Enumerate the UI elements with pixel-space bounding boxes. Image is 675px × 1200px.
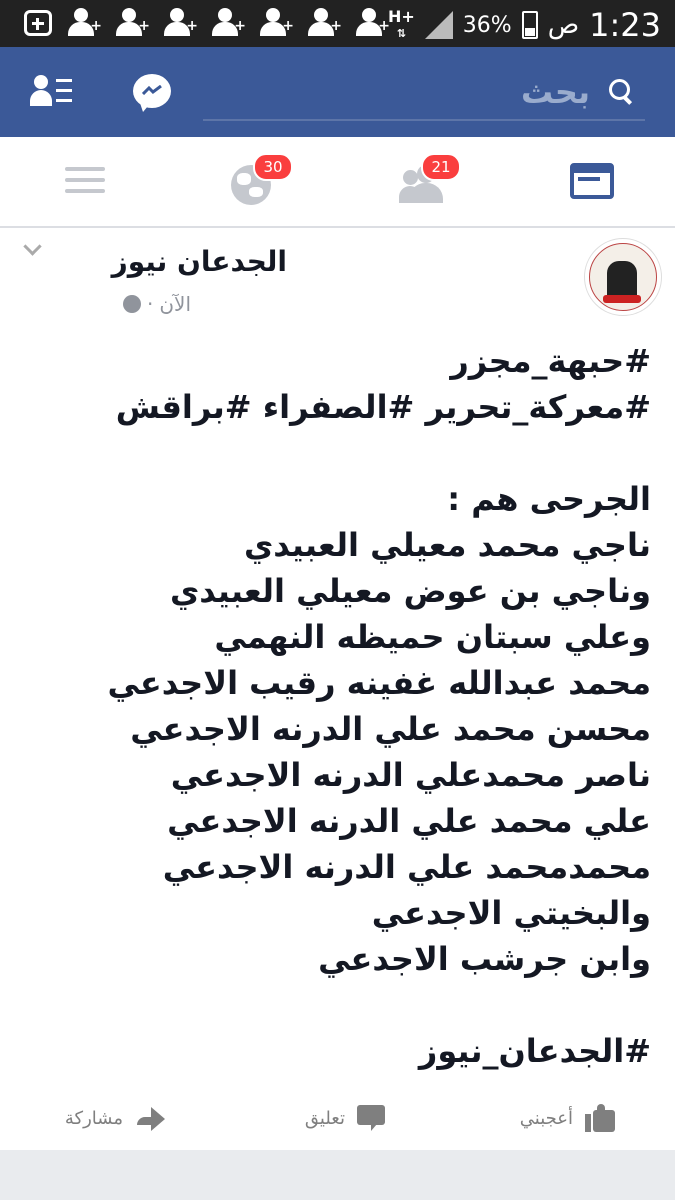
status-bar bbox=[0, 0, 675, 47]
post-text-line: علي محمد علي الدرنه الاجدعي bbox=[167, 802, 651, 840]
friends-list-icon[interactable] bbox=[30, 75, 74, 109]
globe-icon bbox=[123, 295, 141, 313]
comment-label: تعليق bbox=[304, 1107, 345, 1129]
notifications-badge: 30 bbox=[253, 153, 293, 181]
battery-percent: 36% bbox=[462, 12, 512, 38]
post-blank-line bbox=[91, 982, 651, 1028]
news-feed-icon bbox=[570, 163, 614, 199]
friend-request-notification-icon: + bbox=[308, 8, 340, 38]
share-icon bbox=[135, 1105, 165, 1131]
top-header bbox=[0, 47, 675, 137]
post-text-line: #معركة_تحرير #الصفراء #براقش bbox=[115, 388, 651, 426]
post-text-line: محمدمحمد علي الدرنه الاجدعي bbox=[162, 848, 651, 886]
chevron-down-icon[interactable] bbox=[24, 240, 40, 256]
feed-post bbox=[0, 228, 675, 1150]
post-author-name[interactable]: الجدعان نيوز bbox=[111, 245, 287, 278]
like-button[interactable] bbox=[520, 1098, 615, 1138]
clock: 1:23 bbox=[589, 6, 661, 44]
post-text-line: الجرحى هم : bbox=[447, 480, 651, 518]
messenger-icon[interactable] bbox=[133, 74, 171, 110]
friend-requests-badge: 21 bbox=[421, 153, 461, 181]
post-text-line: محمد عبدالله غفينه رقيب الاجدعي bbox=[107, 664, 651, 702]
post-text-line: #حبهة_مجزر bbox=[450, 342, 651, 380]
friend-request-notification-icon: + bbox=[260, 8, 292, 38]
add-notification-icon bbox=[24, 10, 52, 36]
post-text-line: #الجدعان_نيوز bbox=[418, 1032, 651, 1070]
post-body bbox=[91, 338, 651, 1074]
post-meta bbox=[123, 292, 191, 316]
share-label: مشاركة bbox=[64, 1107, 123, 1129]
share-button[interactable] bbox=[65, 1098, 165, 1138]
tab-menu[interactable] bbox=[40, 137, 160, 226]
tab-news-feed[interactable] bbox=[540, 137, 660, 226]
post-text-line: وناجي بن عوض معيلي العبيدي bbox=[169, 572, 651, 610]
post-text-line: ناصر محمدعلي الدرنه الاجدعي bbox=[170, 756, 651, 794]
ampm-label: ص bbox=[547, 10, 580, 40]
notification-icons bbox=[24, 8, 388, 38]
friend-request-notification-icon: + bbox=[356, 8, 388, 38]
post-text-line: محسن محمد علي الدرنه الاجدعي bbox=[130, 710, 651, 748]
battery-icon bbox=[522, 11, 538, 39]
navigation-tab-bar bbox=[0, 137, 675, 228]
post-text-line: وابن جرشب الاجدعي bbox=[318, 940, 651, 978]
avatar[interactable] bbox=[584, 238, 662, 316]
post-text-line: ناجي محمد معيلي العبيدي bbox=[243, 526, 651, 564]
search-input[interactable] bbox=[203, 67, 645, 121]
friend-request-notification-icon: + bbox=[164, 8, 196, 38]
tab-notifications[interactable] bbox=[195, 137, 315, 226]
post-actions bbox=[0, 1088, 675, 1150]
post-text-line: والبخيتي الاجدعي bbox=[371, 894, 651, 932]
like-label: أعجبني bbox=[519, 1107, 573, 1129]
comment-icon bbox=[357, 1105, 385, 1131]
thumbs-up-icon bbox=[585, 1104, 615, 1132]
comment-button[interactable] bbox=[305, 1098, 385, 1138]
post-text-line: وعلي سبتان حميظه النهمي bbox=[214, 618, 651, 656]
meta-separator: · bbox=[146, 292, 154, 316]
tab-friend-requests[interactable] bbox=[365, 137, 485, 226]
search-placeholder: بحث bbox=[521, 73, 590, 111]
post-blank-line bbox=[91, 430, 651, 476]
friend-request-notification-icon: + bbox=[116, 8, 148, 38]
post-timestamp[interactable]: الآن bbox=[159, 292, 191, 316]
friend-request-notification-icon: + bbox=[68, 8, 100, 38]
network-type-label: H+ ⇅ bbox=[388, 7, 415, 40]
signal-icon bbox=[425, 11, 453, 39]
search-icon bbox=[609, 79, 635, 105]
friend-request-notification-icon: + bbox=[212, 8, 244, 38]
